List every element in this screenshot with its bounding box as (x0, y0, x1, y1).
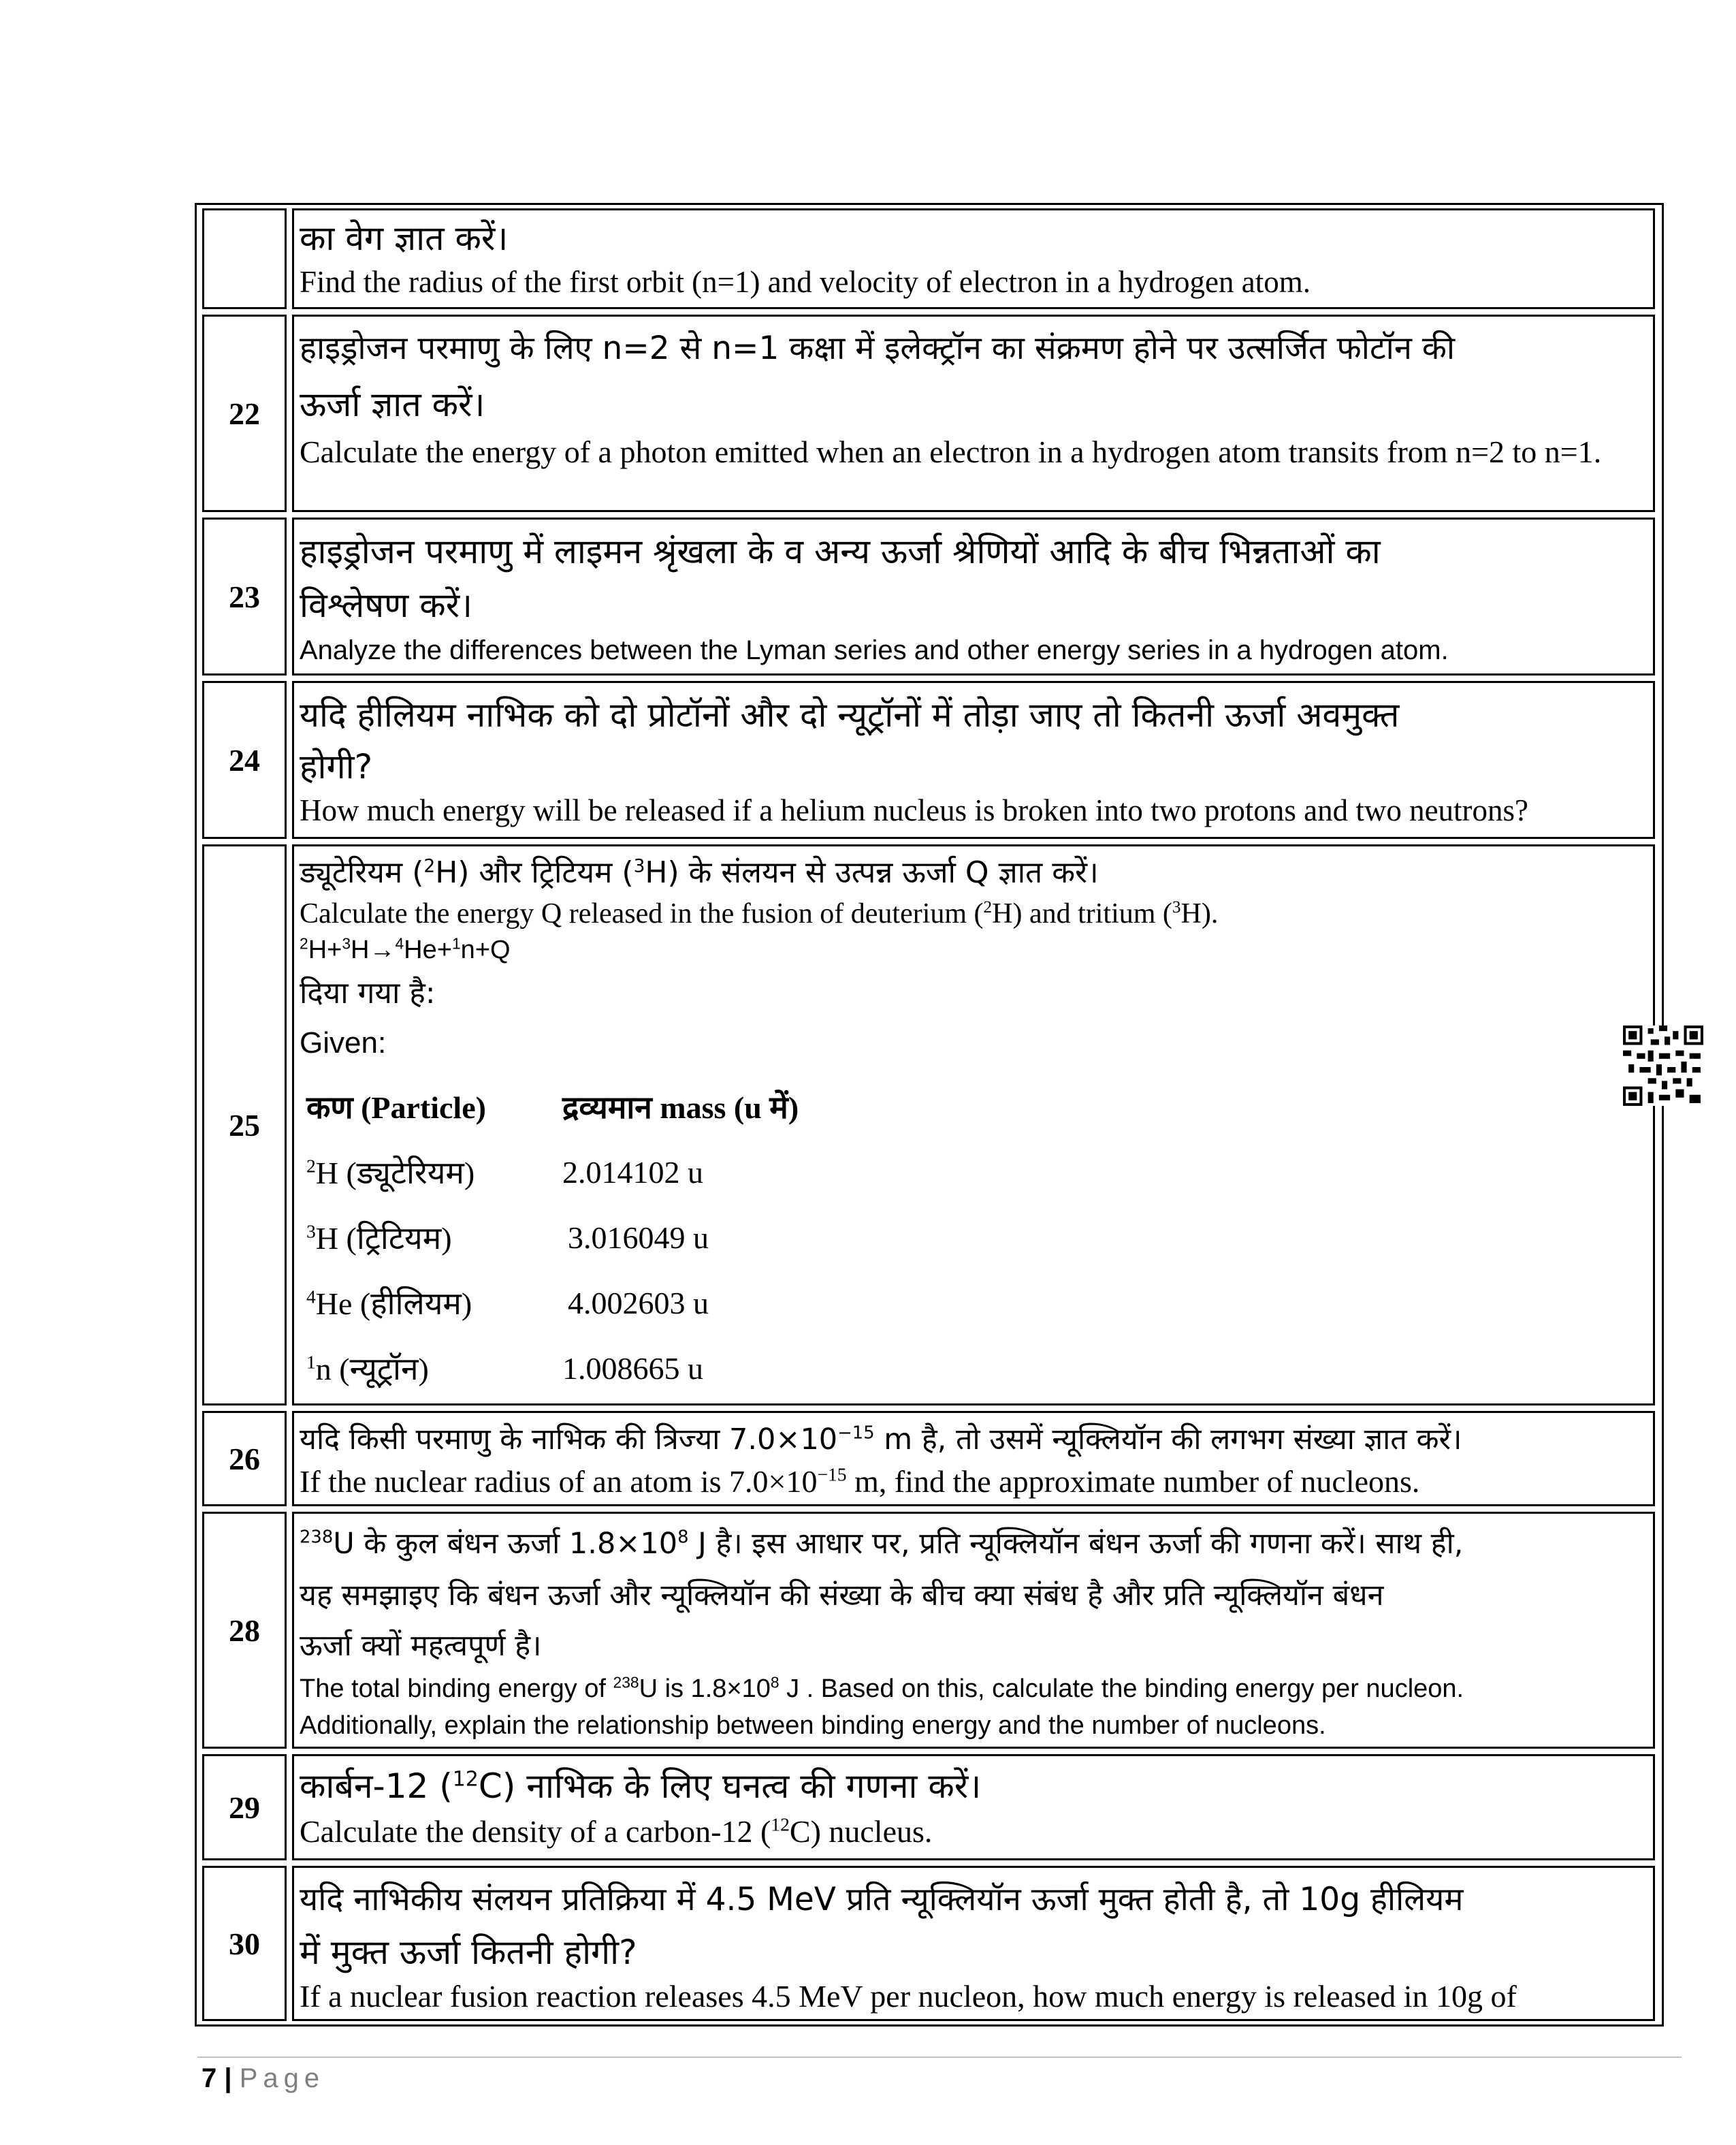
superscript: 3 (1172, 898, 1181, 917)
questions-table (195, 203, 1664, 2027)
superscript: 1 (451, 934, 461, 953)
question-hindi-part: यदि किसी परमाणु के नाभिक की त्रिज्या 7.0×10 (300, 1423, 838, 1457)
particle-label: n (न्यूट्रॉन) (315, 1352, 429, 1386)
question-hindi: का वेग ज्ञात करें। (300, 219, 509, 258)
superscript: 12 (452, 1767, 479, 1792)
question-number: 26 (202, 1411, 287, 1506)
question-english: Find the radius of the first orbit (n=1) and velocity of electron in a hydrogen atom. (300, 265, 1311, 299)
question-row-22 (202, 315, 1655, 512)
particle-label: H (ड्यूटेरियम) (315, 1156, 475, 1190)
question-hindi-part: C) नाभिक के लिए घनत्व की गणना करें। (478, 1766, 982, 1806)
question-hindi-line-2: ऊर्जा ज्ञात करें। (300, 385, 485, 424)
question-english-line-2: Additionally, explain the relationship between binding energy and the number of nucleons. (300, 1711, 1326, 1740)
exponent: 8 (770, 1673, 779, 1691)
question-hindi-part: m है, तो उसमें न्यूक्लियॉन की लगभग संख्या ज्ञात करें। (874, 1423, 1462, 1457)
question-english-part: Calculate the energy Q released in the fusion of deuterium ( (300, 898, 984, 930)
page-label: Page (239, 2063, 325, 2093)
question-row-29 (202, 1754, 1655, 1860)
particle-mass: 4.002603 u (568, 1285, 709, 1320)
particle-name (300, 1151, 562, 1193)
question-row-26 (202, 1411, 1655, 1506)
superscript: 2 (306, 1155, 316, 1177)
superscript: 3 (306, 1220, 316, 1242)
qr-code-icon (1623, 1026, 1703, 1106)
question-row-21 (202, 208, 1655, 309)
question-content (292, 844, 1655, 1405)
fusion-equation (300, 932, 1647, 968)
particle-label: H (ट्रिटियम) (315, 1221, 452, 1256)
given-english-label: Given: (300, 1026, 387, 1060)
table-row (300, 1139, 1647, 1205)
question-hindi-line-2: में मुक्त ऊर्जा कितनी होगी? (300, 1933, 637, 1972)
question-content (292, 1866, 1655, 2021)
question-hindi-part: H) और ट्रिटियम ( (435, 855, 634, 890)
question-hindi-line-3: ऊर्जा क्यों महत्वपूर्ण है। (300, 1629, 542, 1663)
question-hindi (300, 851, 1647, 895)
footer-divider (197, 2056, 1682, 2058)
question-english-part: J . Based on this, calculate the binding energy per nucleon. (779, 1674, 1464, 1703)
question-english-part: C) nucleus. (789, 1814, 933, 1849)
question-number (202, 208, 287, 309)
question-number: 28 (202, 1512, 287, 1749)
question-row-28 (202, 1512, 1655, 1749)
equation-part: H→ (351, 936, 396, 964)
page-number: 7 (202, 2063, 217, 2093)
question-english (300, 1812, 1647, 1852)
column-header-particle: कण (Particle) (306, 1090, 486, 1125)
question-number: 24 (202, 681, 287, 839)
question-hindi-part: J है। इस आधार पर, प्रति न्यूक्लियॉन बंधन ऊर्जा की गणना करें। साथ ही, (688, 1527, 1464, 1561)
particle-mass: 3.016049 u (568, 1220, 709, 1255)
question-english-line-1 (300, 1670, 1647, 1707)
equation-part: n+Q (460, 936, 511, 964)
particle-name (300, 1216, 562, 1258)
question-hindi-part: H) के संलयन से उत्पन्न ऊर्जा Q ज्ञात करें। (645, 855, 1099, 890)
question-english (300, 895, 1647, 932)
question-hindi-line-1: हाइड्रोजन परमाणु में लाइमन श्रृंखला के व अन्य ऊर्जा श्रेणियों आदि के बीच भिन्नताओं का (300, 532, 1381, 571)
question-content (292, 681, 1655, 839)
question-content (292, 208, 1655, 309)
superscript: 2 (423, 855, 436, 877)
question-content (292, 315, 1655, 512)
question-hindi-part: कार्बन-12 ( (300, 1766, 453, 1806)
question-english: If a nuclear fusion reaction releases 4.5 MeV per nucleon, how much energy is released in 10g of (300, 1979, 1517, 2014)
column-header-mass: द्रव्यमान mass (u में) (562, 1090, 799, 1125)
particle-mass: 2.014102 u (562, 1154, 703, 1190)
question-hindi (300, 1417, 1647, 1462)
table-row (300, 1205, 1647, 1270)
table-row (300, 1335, 1647, 1401)
given-hindi-label: दिया गया है: (300, 976, 436, 1011)
question-hindi-line-2: यह समझाइए कि बंधन ऊर्जा और न्यूक्लियॉन की संख्या के बीच क्या संबंध है और प्रति न्यूक्लियॉन बंधन (300, 1578, 1384, 1612)
question-hindi-part: ड्यूटेरियम ( (300, 855, 424, 890)
superscript: 1 (306, 1351, 316, 1373)
superscript: 3 (342, 934, 351, 953)
given-mass-table (300, 1074, 1647, 1401)
question-number: 23 (202, 518, 287, 676)
question-hindi-line-1 (300, 1518, 1647, 1570)
question-row-23 (202, 518, 1655, 676)
question-hindi-line-1: हाइड्रोजन परमाणु के लिए n=2 से n=1 कक्षा में इलेक्ट्रॉन का संक्रमण होने पर उत्सर्जित फोटॉन की (300, 330, 1456, 367)
question-content (292, 1411, 1655, 1506)
superscript: 238 (300, 1527, 334, 1548)
table-row (300, 1270, 1647, 1335)
question-row-30 (202, 1866, 1655, 2021)
question-english: Analyze the differences between the Lyman series and other energy series in a hydrogen atom. (300, 635, 1449, 665)
question-english (300, 1462, 1647, 1502)
question-hindi-line-2: विश्लेषण करें। (300, 586, 472, 625)
question-english-part: m, find the approximate number of nucleons. (846, 1464, 1420, 1499)
question-row-24 (202, 681, 1655, 839)
question-english-part: H) and tritium ( (992, 898, 1172, 930)
exponent: −15 (817, 1463, 847, 1485)
question-english-part: Calculate the density of a carbon-12 ( (300, 1814, 771, 1849)
question-hindi-line-1: यदि हीलियम नाभिक को दो प्रोटॉनों और दो न्यूट्रॉनों में तोड़ा जाए तो कितनी ऊर्जा अवमुक्त (300, 695, 1400, 735)
question-number: 30 (202, 1866, 287, 2021)
question-row-25 (202, 844, 1655, 1405)
superscript: 2 (300, 934, 308, 953)
superscript: 2 (983, 898, 993, 917)
superscript: 4 (395, 934, 404, 953)
superscript: 4 (306, 1286, 316, 1307)
question-english: Calculate the energy of a photon emitted when an electron in a hydrogen atom transits from n=2 to n=1. (300, 434, 1602, 469)
given-table-header (300, 1074, 1647, 1139)
exponent: 8 (677, 1527, 689, 1548)
question-english-part: The total binding energy of (300, 1674, 613, 1703)
question-hindi-line-1: यदि नाभिकीय संलयन प्रतिक्रिया में 4.5 MeV प्रति न्यूक्लियॉन ऊर्जा मुक्त होती है, तो 10g हीलियम (300, 1881, 1464, 1918)
superscript: 12 (771, 1813, 790, 1835)
equation-part: H+ (308, 936, 342, 964)
question-hindi (300, 1760, 1647, 1812)
particle-label: He (हीलियम) (315, 1286, 472, 1321)
question-hindi-part: U के कुल बंधन ऊर्जा 1.8×10 (333, 1527, 678, 1561)
superscript: 238 (613, 1673, 639, 1691)
superscript: 3 (633, 855, 645, 877)
question-english-part: If the nuclear radius of an atom is 7.0×10 (300, 1464, 818, 1499)
question-content (292, 518, 1655, 676)
question-hindi-line-2: होगी? (300, 747, 373, 786)
question-content (292, 1512, 1655, 1749)
particle-name (300, 1282, 562, 1324)
question-english-part: H). (1180, 898, 1219, 930)
question-number: 22 (202, 315, 287, 512)
question-english-part: U is 1.8×10 (639, 1674, 771, 1703)
exponent: −15 (837, 1423, 875, 1444)
question-content (292, 1754, 1655, 1860)
question-number: 29 (202, 1754, 287, 1860)
footer-separator: | (224, 2063, 232, 2093)
question-number: 25 (202, 844, 287, 1405)
particle-name (300, 1347, 562, 1389)
particle-mass: 1.008665 u (562, 1350, 703, 1386)
page-footer (202, 2063, 325, 2094)
question-english: How much energy will be released if a helium nucleus is broken into two protons and two neutrons? (300, 793, 1529, 827)
equation-part: He+ (404, 936, 452, 964)
